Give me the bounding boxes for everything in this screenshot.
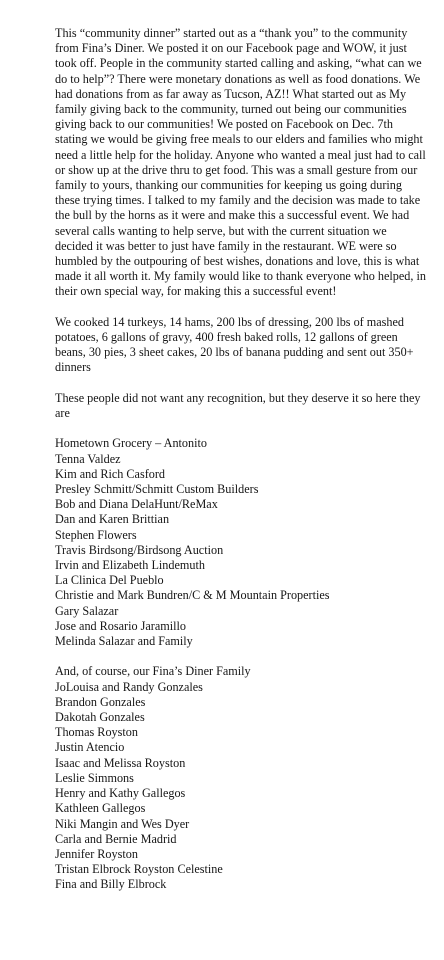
donor-item: Bob and Diana DelaHunt/ReMax xyxy=(55,497,218,512)
paragraph-spacer xyxy=(55,421,427,436)
donor-item: Hometown Grocery – Antonito xyxy=(55,436,207,451)
paragraph-spacer xyxy=(55,376,427,391)
recognition-paragraph: These people did not want any recognition, but they deserve it so here they are xyxy=(55,390,421,421)
family-item: Isaac and Melissa Royston xyxy=(55,755,186,770)
family-item: Tristan Elbrock Royston Celestine xyxy=(55,862,223,877)
family-list xyxy=(55,680,427,893)
family-item: Carla and Bernie Madrid xyxy=(55,831,177,846)
donor-item: Melinda Salazar and Family xyxy=(55,634,193,649)
donor-item: Jose and Rosario Jaramillo xyxy=(55,618,186,633)
family-item: Henry and Kathy Gallegos xyxy=(55,786,186,801)
donor-item: Presley Schmitt/Schmitt Custom Builders xyxy=(55,482,259,497)
donor-item: Kim and Rich Casford xyxy=(55,466,166,481)
letter-document xyxy=(55,26,427,893)
donor-item: Dan and Karen Brittian xyxy=(55,512,170,527)
donor-item: La Clinica Del Pueblo xyxy=(55,573,164,588)
donor-item: Gary Salazar xyxy=(55,603,119,618)
family-item: Fina and Billy Elbrock xyxy=(55,877,167,892)
donor-item: Irvin and Elizabeth Lindemuth xyxy=(55,558,205,573)
family-item: Justin Atencio xyxy=(55,740,125,755)
paragraph-spacer xyxy=(55,649,427,664)
family-item: Leslie Simmons xyxy=(55,770,134,785)
family-item: Brandon Gonzales xyxy=(55,694,146,709)
donor-item: Tenna Valdez xyxy=(55,451,121,466)
family-heading: And, of course, our Fina’s Diner Family xyxy=(55,664,251,679)
donor-item: Stephen Flowers xyxy=(55,527,137,542)
family-item: JoLouisa and Randy Gonzales xyxy=(55,679,203,694)
family-item: Niki Mangin and Wes Dyer xyxy=(55,816,190,831)
paragraph-spacer xyxy=(55,300,427,315)
family-item: Kathleen Gallegos xyxy=(55,801,146,816)
donor-item: Travis Birdsong/Birdsong Auction xyxy=(55,542,224,557)
family-item: Dakotah Gonzales xyxy=(55,710,145,725)
donor-item: Christie and Mark Bundren/C & M Mountain Properties xyxy=(55,588,330,603)
cooked-paragraph: We cooked 14 turkeys, 14 hams, 200 lbs of dressing, 200 lbs of mashed potatoes, 6 gallons of gravy, 400 fresh baked rolls, 12 gallons of green beans, 30 pies, 3 sheet cakes, 20 lbs of banana pudding and sent out 350+ dinners xyxy=(55,314,414,375)
family-item: Thomas Royston xyxy=(55,725,138,740)
intro-paragraph: This “community dinner” started out as a “thank you” to the community from Fina’s Diner. We posted it on our Facebook page and WOW, it just took off. People in the community started calling and asking, “what can we do to help”? There were monetary donations as well as food donations. We had donations from as far away as Tucson, AZ!! What started out as My family giving back to the community, turned out being our communities giving back to our communities! We posted on Facebook on Dec. 7th stating we would be giving free meals to our elders and families who might need a little help for the holiday. Anyone who wanted a meal just had to call or show up at the drive thru to get food. This was a small gesture from our family to yours, thanking our communities for keeping us going during these trying times. I talked to my family and the decision was made to take the bull by the horns as it were and make this a successful event. We had several calls wanting to help serve, but with the current situation we decided it was better to just have family in the restaurant. WE were so humbled by the outpouring of best wishes, donations and love, this is what made it all worth it. My family would like to thank everyone who helped, in their own special way, for making this a successful event! xyxy=(55,26,426,299)
family-item: Jennifer Royston xyxy=(55,846,138,861)
donor-list xyxy=(55,436,427,649)
